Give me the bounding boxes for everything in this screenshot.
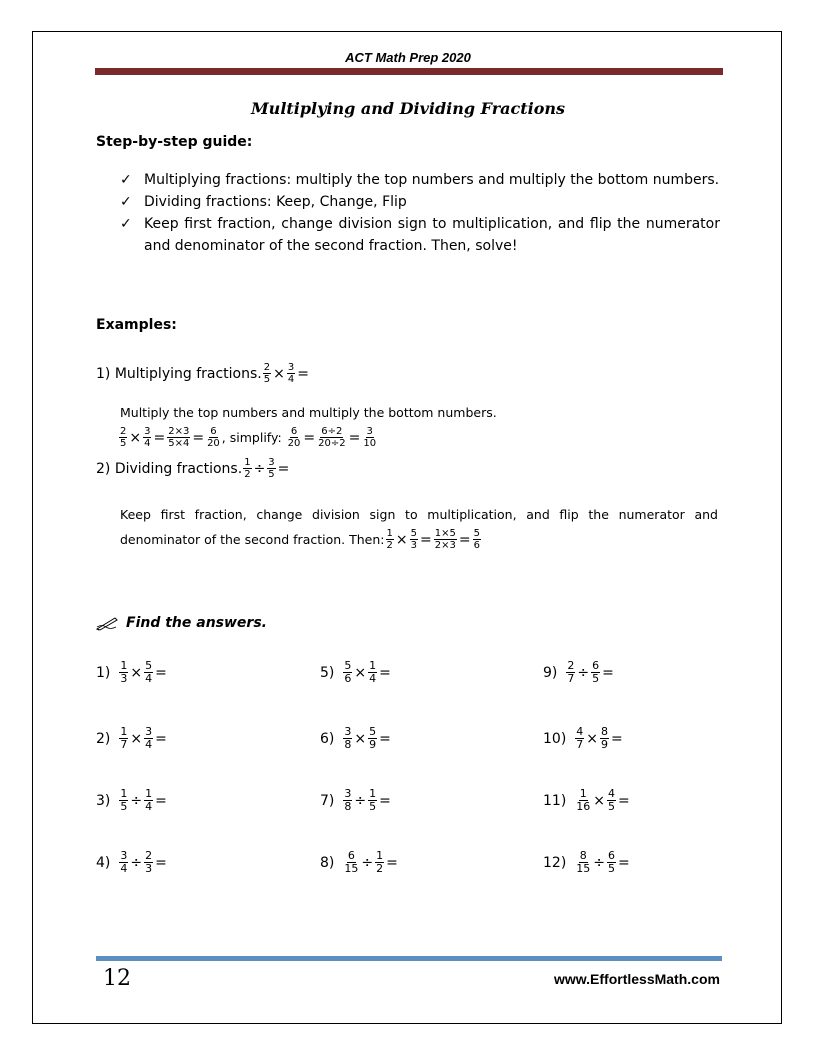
operator: × (130, 664, 143, 681)
equals-sign: = (155, 792, 167, 809)
fraction: $\frac{1}{3}$ (120, 659, 128, 685)
fraction: $\frac{1}{2}$ (376, 849, 384, 875)
equals-sign: = (379, 664, 391, 681)
operator: × (130, 730, 143, 747)
guide-item: ✓ Multiplying fractions: multiply the top numbers and multiply the bottom numbers. (120, 169, 720, 191)
problem-number: 4) (96, 854, 111, 871)
problem-number: 9) (543, 664, 558, 681)
equals-sign: = (618, 792, 630, 809)
operator: × (354, 664, 367, 681)
fraction: $\frac{1}{7}$ (120, 725, 128, 751)
problem-number: 8) (320, 854, 335, 871)
example-1-work: $\frac{2}{5}$ × $\frac{3}{4}$ = $\frac{2\times 3}{5\times 4}$ = $\frac{6}{20}$ , simplify: $\frac{6}{20}$ = $\frac{6\div 2}{20\div 2}$ = $\frac{3}{10}$ (120, 426, 377, 449)
operator: ÷ (130, 792, 143, 809)
problem-item (543, 788, 631, 813)
problem-item (96, 788, 168, 813)
checkmark-icon: ✓ (120, 172, 132, 188)
problem-item (96, 726, 168, 751)
problem-item (96, 850, 168, 875)
problem-number: 12) (543, 854, 567, 871)
problem-number: 11) (543, 792, 567, 809)
fraction: $\frac{8}{9}$ (601, 725, 609, 751)
fraction: $\frac{1}{4}$ (369, 659, 377, 685)
checkmark-icon: ✓ (120, 216, 132, 232)
equals-sign: = (379, 730, 391, 747)
page-number: 12 (103, 966, 131, 991)
fraction: $\frac{3}{4}$ (145, 725, 153, 751)
fraction: $\frac{2}{3}$ (145, 849, 153, 875)
operator: ÷ (361, 854, 374, 871)
fraction: $\frac{5}{6}$ (344, 659, 352, 685)
problem-item (543, 850, 631, 875)
equals-sign: = (155, 854, 167, 871)
problem-item (543, 726, 624, 751)
fraction: $\frac{2}{7}$ (567, 659, 575, 685)
website-link[interactable]: www.EffortlessMath.com (554, 971, 720, 987)
problem-number: 7) (320, 792, 335, 809)
running-header: ACT Math Prep 2020 (345, 50, 471, 65)
equals-sign: = (618, 854, 630, 871)
problem-number: 6) (320, 730, 335, 747)
fraction: $\frac{6}{15}$ (344, 849, 359, 875)
operator: × (354, 730, 367, 747)
problem-item (320, 850, 399, 875)
page-title: Multiplying and Dividing Fractions (250, 99, 566, 118)
fraction: $\frac{4}{5}$ (608, 787, 616, 813)
fraction: $\frac{3}{8}$ (344, 725, 352, 751)
operator: ÷ (354, 792, 367, 809)
pencil-writing-icon (96, 615, 118, 631)
operator: × (586, 730, 599, 747)
fraction: $\frac{6}{5}$ (592, 659, 600, 685)
operator: ÷ (593, 854, 606, 871)
header-rule (95, 68, 723, 75)
fraction: $\frac{1}{16}$ (576, 787, 591, 813)
equals-sign: = (602, 664, 614, 681)
guide-item: ✓ Dividing fractions: Keep, Change, Flip (120, 191, 720, 213)
operator: ÷ (130, 854, 143, 871)
example-2-work: denominator of the second fraction. Then: $\frac{1}{2}$ × $\frac{5}{3}$ = $\frac{1\times 5}{2\times 3}$ = $\frac{5}{6}$ (120, 528, 480, 551)
guide-heading: Step-by-step guide: (96, 134, 253, 150)
equals-sign: = (611, 730, 623, 747)
problem-number: 10) (543, 730, 567, 747)
equals-sign: = (155, 664, 167, 681)
fraction: $\frac{1}{5}$ (369, 787, 377, 813)
guide-item: ✓ Keep first fraction, change division sign to multiplication, and flip the numerator and denominator of the second fraction. Then, solve! (120, 213, 720, 257)
fraction: $\frac{3}{8}$ (344, 787, 352, 813)
fraction: $\frac{5}{4}$ (145, 659, 153, 685)
fraction: $\frac{1}{4}$ (145, 787, 153, 813)
fraction: $\frac{3}{4}$ (120, 849, 128, 875)
example-2-title: 2) Dividing fractions. $\frac{1}{2}$ ÷ $\frac{3}{5}$ = (96, 457, 290, 480)
problem-item (543, 660, 615, 685)
checkmark-icon: ✓ (120, 194, 132, 210)
fraction: $\frac{6}{5}$ (608, 849, 616, 875)
problem-item (320, 726, 392, 751)
examples-heading: Examples: (96, 317, 177, 333)
problem-number: 3) (96, 792, 111, 809)
equals-sign: = (386, 854, 398, 871)
problem-number: 1) (96, 664, 111, 681)
fraction: $\frac{4}{7}$ (576, 725, 584, 751)
equals-sign: = (155, 730, 167, 747)
problem-item (96, 660, 168, 685)
example-2-explanation: Keep first fraction, change division sign to multiplication, and flip the numerator and (120, 507, 718, 522)
operator: × (593, 792, 606, 809)
fraction: $\frac{8}{15}$ (576, 849, 591, 875)
problem-item (320, 660, 392, 685)
example-1-explanation: Multiply the top numbers and multiply the bottom numbers. (120, 405, 497, 420)
guide-list (120, 169, 720, 257)
equals-sign: = (379, 792, 391, 809)
problem-number: 5) (320, 664, 335, 681)
footer-rule (96, 956, 722, 961)
example-1-title: 1) Multiplying fractions. $\frac{2}{5}$ × $\frac{3}{4}$ = (96, 362, 309, 385)
problem-number: 2) (96, 730, 111, 747)
exercise-heading: Find the answers. (96, 615, 267, 631)
problem-item (320, 788, 392, 813)
operator: ÷ (577, 664, 590, 681)
fraction: $\frac{1}{5}$ (120, 787, 128, 813)
fraction: $\frac{5}{9}$ (369, 725, 377, 751)
